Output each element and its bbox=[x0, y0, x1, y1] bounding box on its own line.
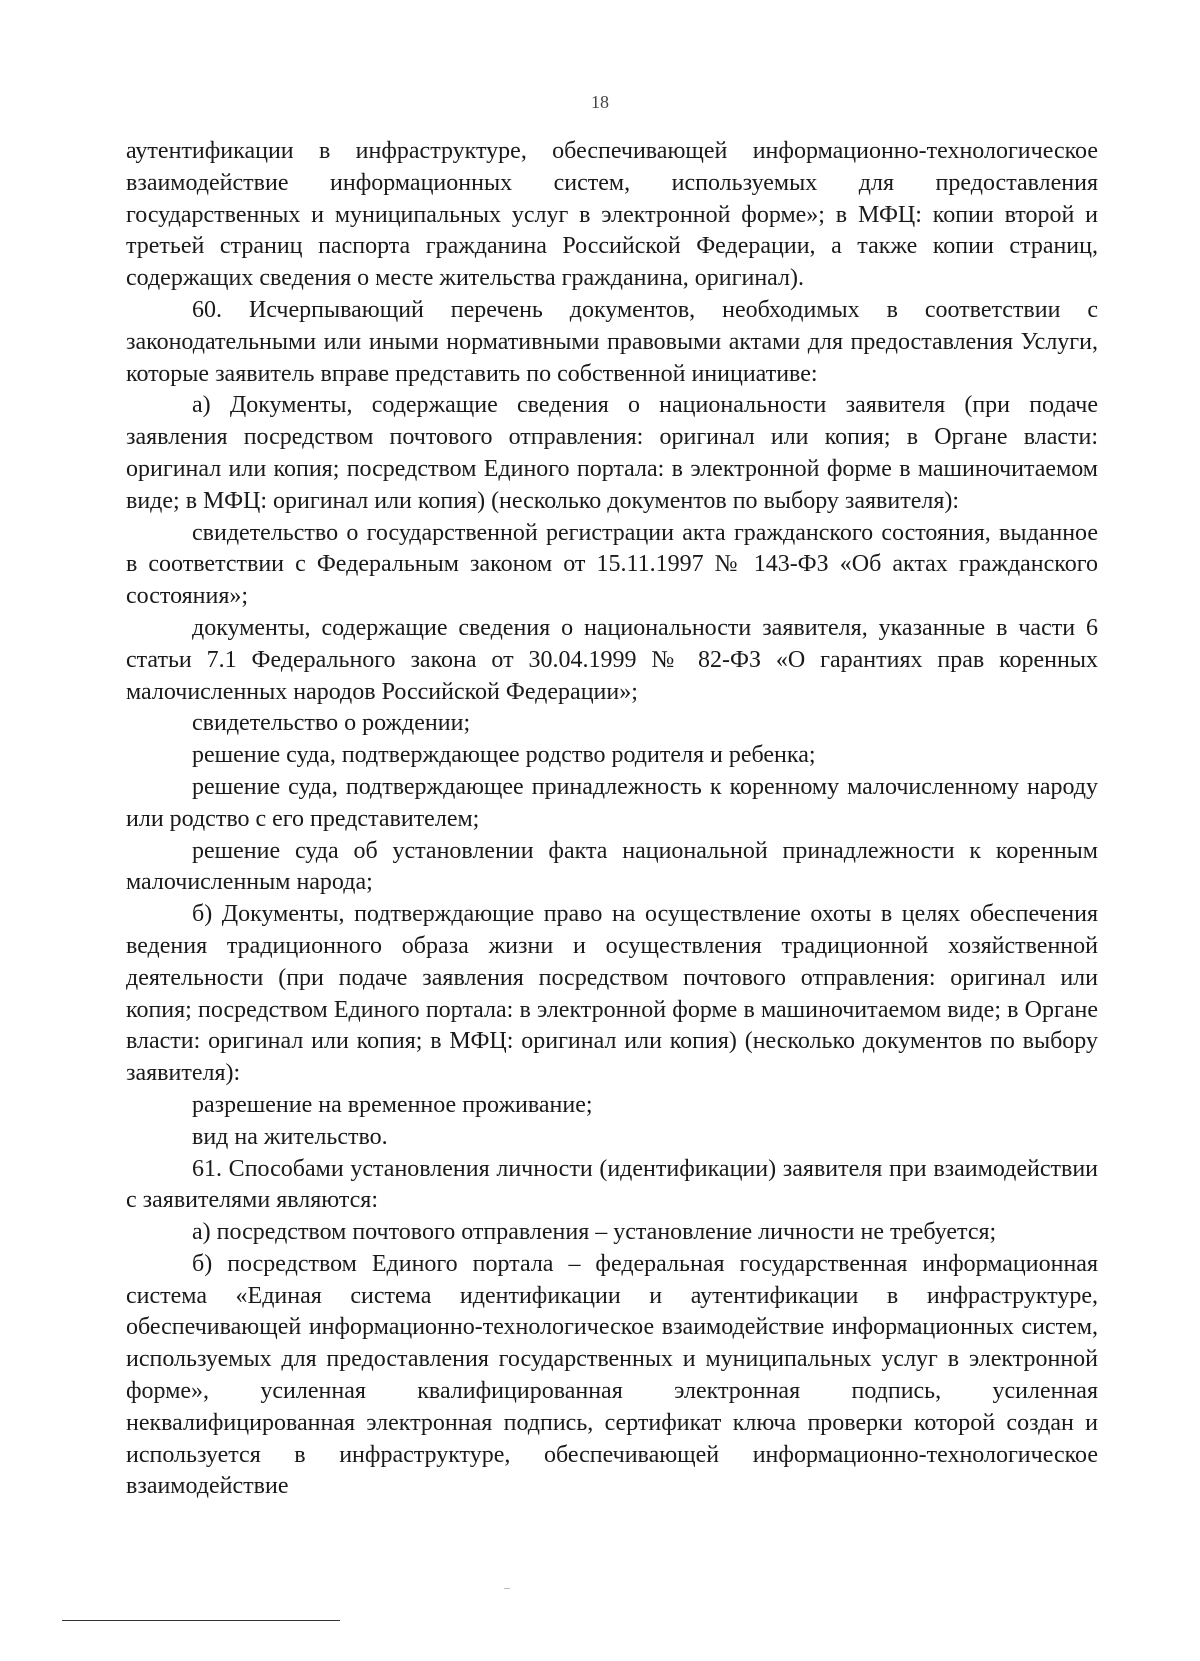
list-item-court-nationality: решение суда об установлении факта национальной принадлежности к коренным малочисленным народа; bbox=[126, 837, 1098, 896]
paragraph-60-a: а) Документы, содержащие сведения о национальности заявителя (при подаче заявления посредством почтового отправления: оригинал или копия; в Органе власти: оригинал или копия; посредством Единого портала: в электронной форме в машиночитаемом виде; в МФЦ: оригинал или копия) (несколько документов по выбору заявителя): bbox=[126, 392, 1098, 514]
document-body bbox=[126, 136, 1098, 1503]
list-item-residence-permit: вид на жительство. bbox=[192, 1123, 388, 1150]
paragraph-60: 60. Исчерпывающий перечень документов, необходимых в соответствии с законодательными или иными нормативными правовыми актами для предоставления Услуги, которые заявитель вправе представить по собственной инициативе: bbox=[126, 296, 1098, 387]
list-item-birth-certificate: свидетельство о рождении; bbox=[192, 710, 471, 737]
paragraph-60-b: б) Документы, подтверждающие право на осуществление охоты в целях обеспечения ведения традиционного образа жизни и осуществления традиционной хозяйственной деятельности (при подаче заявления посредством почтового отправления: оригинал или копия; посредством Единого портала: в электронной форме в машиночитаемом виде; в Органе власти: оригинал или копия; в МФЦ: оригинал или копия) (несколько документов по выбору заявителя): bbox=[126, 901, 1098, 1087]
list-item-court-belonging: решение суда, подтверждающее принадлежность к коренному малочисленному народу или родство с его представителем; bbox=[126, 773, 1098, 832]
list-item-temporary-residence: разрешение на временное проживание; bbox=[192, 1091, 593, 1118]
list-item-court-kinship: решение суда, подтверждающее родство родителя и ребенка; bbox=[192, 742, 816, 769]
list-item-birth-registration: свидетельство о государственной регистрации акта гражданского состояния, выданное в соответствии с Федеральным законом от 15.11.1997 № 143-ФЗ «Об актах гражданского состояния»; bbox=[126, 519, 1098, 610]
paragraph-continuation: аутентификации в инфраструктуре, обеспечивающей информационно-технологическое взаимодействие информационных систем, используемых для предоставления государственных и муниципальных услуг в электронной форме»; в МФЦ: копии второй и третьей страниц паспорта гражданина Российской Федерации, а также копии страниц, содержащих сведения о месте жительства гражданина, оригинал). bbox=[126, 138, 1098, 292]
list-item-nationality-documents: документы, содержащие сведения о национальности заявителя, указанные в части 6 статьи 7.1 Федерального закона от 30.04.1999 № 82-ФЗ «О гарантиях прав коренных малочисленных народов Российской Федерации»; bbox=[126, 614, 1098, 705]
paragraph-61-a: а) посредством почтового отправления – установление личности не требуется; bbox=[192, 1219, 997, 1246]
page-number: 18 bbox=[591, 92, 609, 112]
scan-artifact bbox=[504, 1588, 510, 1589]
paragraph-61-b: б) посредством Единого портала – федеральная государственная информационная система «Единая система идентификации и аутентификации в инфраструктуре, обеспечивающей информационно-технологическое взаимодействие информационных систем, используемых для предоставления государственных и муниципальных услуг в электронной форме», усиленная квалифицированная электронная подпись, усиленная неквалифицированная электронная подпись, сертификат ключа проверки которой создан и используется в инфраструктуре, обеспечивающей информационно-технологическое взаимодействие bbox=[126, 1250, 1098, 1500]
paragraph-61: 61. Способами установления личности (идентификации) заявителя при взаимодействии с заявителями являются: bbox=[126, 1155, 1098, 1214]
footnote-separator-line bbox=[62, 1620, 340, 1621]
